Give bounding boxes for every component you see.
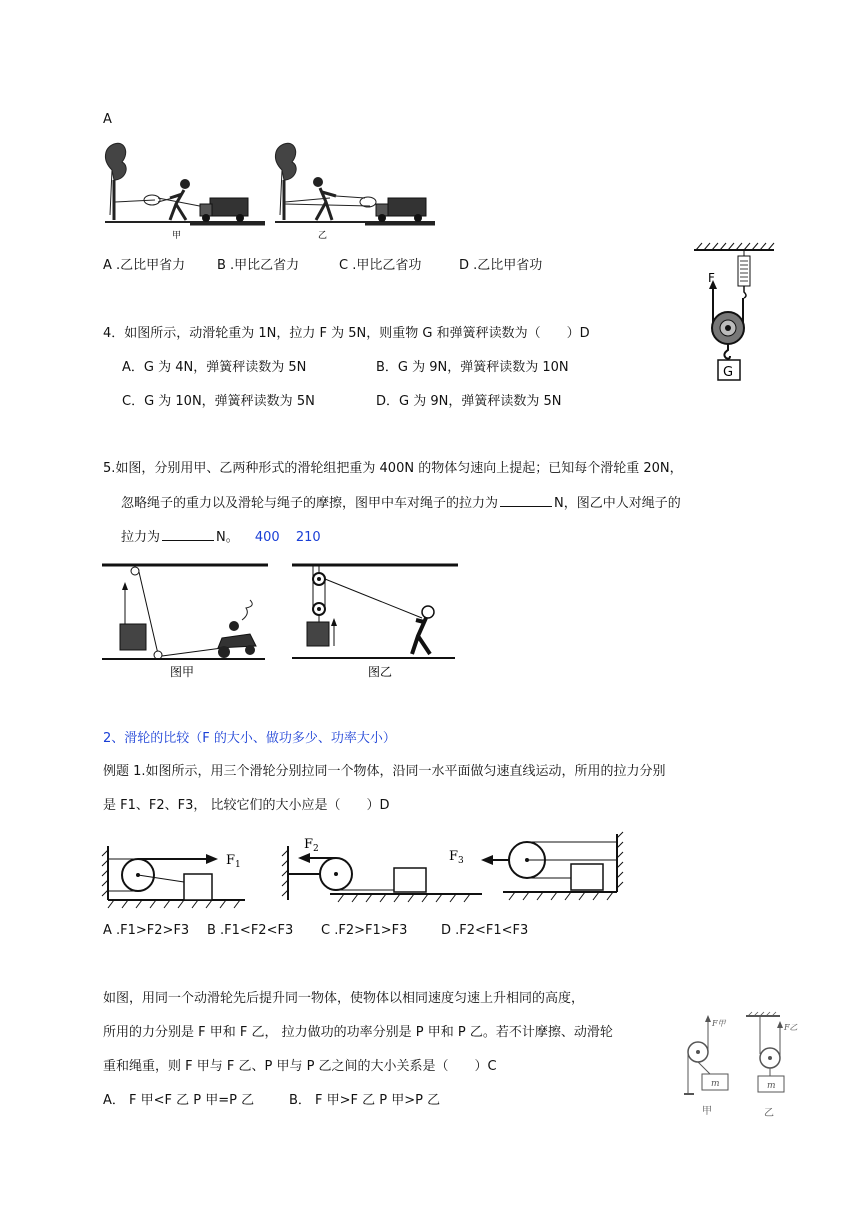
- q5-answer-1: 400: [254, 530, 280, 545]
- q6-line3: 重和绳重，则 F 甲与 F 乙、P 甲与 P 乙之间的大小关系是（ ）C: [103, 1059, 497, 1074]
- q5-caption-jia: 图甲: [170, 665, 195, 679]
- ex1-line2: 是 F1、F2、F3， 比较它们的大小应是（ ）D: [103, 798, 390, 813]
- q4-option-c: C．G 为 10N，弹簧秤读数为 5N: [122, 394, 315, 409]
- q6-line1: 如图，用同一个动滑轮先后提升同一物体，使物体以相同速度匀速上升相同的高度，: [103, 991, 585, 1006]
- section2-heading: 2、滑轮的比较（F 的大小、做功多少、功率大小）: [103, 731, 396, 746]
- q6-fig-m1: m: [711, 1079, 720, 1089]
- q5-figure-yi: [290, 560, 460, 682]
- q6-fig-m2: m: [767, 1081, 776, 1091]
- q6-line2: 所用的力分别是 F 甲和 F 乙， 拉力做功的功率分别是 P 甲和 P 乙。若不计摩擦、动滑轮: [103, 1025, 613, 1040]
- q3-option-a: A .乙比甲省力: [103, 258, 186, 273]
- ex1-figure-3: [445, 830, 635, 910]
- q5-figure-jia: [100, 560, 270, 682]
- ex1-label-f3: $F_3$: [449, 849, 464, 866]
- q6-fig-fyi: F乙: [784, 1023, 798, 1032]
- q5-answer-2: 210: [295, 530, 321, 545]
- fig-label-yi: 乙: [318, 231, 328, 241]
- q6-fig-fjia: F甲: [712, 1019, 726, 1028]
- ex1-label-f1: $F_1$: [226, 853, 241, 870]
- ex1-label-f2: $F_2$: [304, 837, 319, 854]
- q4-pulley-figure: [690, 242, 780, 387]
- q5-line2: 忽略绳子的重力以及滑轮与绳子的摩擦，图甲中车对绳子的拉力为 N，图乙中人对绳子的: [121, 496, 681, 511]
- q4-fig-g: G: [723, 365, 734, 380]
- q5-caption-yi: 图乙: [368, 665, 393, 679]
- q4-fig-f: F: [708, 271, 715, 285]
- q4-option-b: B．G 为 9N，弹簧秤读数为 10N: [376, 360, 569, 375]
- q6-fig-yi: 乙: [764, 1108, 774, 1119]
- q6-fig-jia: 甲: [702, 1106, 712, 1117]
- q4-stem: 4．如图所示，动滑轮重为 1N，拉力 F 为 5N，则重物 G 和弹簧秤读数为（ ）D: [103, 326, 590, 341]
- ex1-option-d: D .F2<F1<F3: [441, 923, 529, 938]
- q6-option-b: B． F 甲>F 乙 P 甲>P 乙: [289, 1093, 441, 1108]
- q3-answer: A: [103, 112, 112, 127]
- q3-figure-jia: [100, 140, 270, 240]
- ex1-option-a: A .F1>F2>F3: [103, 923, 190, 938]
- q5-blank-1: [500, 494, 552, 507]
- ex1-option-c: C .F2>F1>F3: [321, 923, 408, 938]
- q5-line3: 拉力为 N。 400 210: [121, 530, 321, 545]
- q4-option-a: A．G 为 4N，弹簧秤读数为 5N: [122, 360, 307, 375]
- q5-line1: 5.如图，分别用甲、乙两种形式的滑轮组把重为 400N 的物体匀速向上提起；已知每个滑轮重 20N，: [103, 461, 683, 476]
- ex1-figure-1: [100, 838, 260, 910]
- q3-option-d: D .乙比甲省功: [459, 258, 543, 273]
- q3-figure-yi: [270, 140, 440, 240]
- q5-blank-2: [162, 528, 214, 541]
- q6-figure: [680, 1012, 800, 1124]
- q3-option-c: C .甲比乙省功: [339, 258, 422, 273]
- fig-label-jia: 甲: [172, 231, 182, 241]
- q4-option-d: D．G 为 9N，弹簧秤读数为 5N: [376, 394, 562, 409]
- q6-option-a: A． F 甲<F 乙 P 甲=P 乙: [103, 1093, 255, 1108]
- ex1-line1: 例题 1.如图所示，用三个滑轮分别拉同一个物体，沿同一水平面做匀速直线运动，所用的拉力分别: [103, 764, 666, 779]
- q3-option-b: B .甲比乙省力: [217, 258, 300, 273]
- ex1-option-b: B .F1<F2<F3: [207, 923, 294, 938]
